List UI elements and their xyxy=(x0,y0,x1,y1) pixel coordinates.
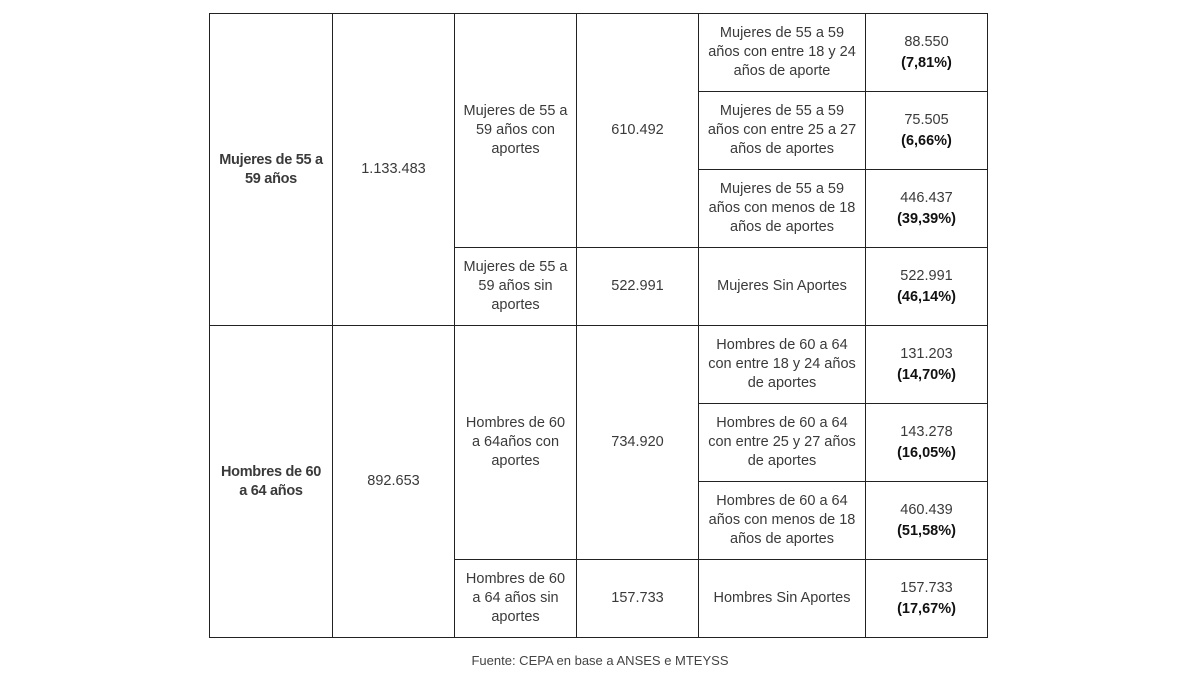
women-detail-cell xyxy=(866,14,988,92)
women-group-label: Mujeres de 55 a 59 años xyxy=(210,14,333,326)
men-detail-label: Hombres de 60 a 64 con entre 18 y 24 años de aportes xyxy=(699,326,866,404)
women-detail-label: Mujeres de 55 a 59 años con entre 25 a 27 años de aportes xyxy=(699,92,866,170)
men-detail-label: Hombres de 60 a 64 años con menos de 18 años de aportes xyxy=(699,482,866,560)
detail-value: 143.278 xyxy=(900,423,953,440)
detail-value: 446.437 xyxy=(900,189,953,206)
women-detail-cell xyxy=(866,170,988,248)
men-group-label: Hombres de 60 a 64 años xyxy=(210,326,333,638)
detail-value: 75.505 xyxy=(904,111,949,128)
detail-value: 522.991 xyxy=(900,267,953,284)
men-without-contrib-label: Hombres de 60 a 64 años sin aportes xyxy=(455,560,577,638)
table-row xyxy=(210,326,988,404)
men-total: 892.653 xyxy=(333,326,455,638)
men-detail-cell xyxy=(866,404,988,482)
detail-percentage: (51,58%) xyxy=(897,522,956,539)
men-detail-cell xyxy=(866,482,988,560)
detail-percentage: (17,67%) xyxy=(897,600,956,617)
detail-percentage: (14,70%) xyxy=(897,366,956,383)
men-no-contrib-detail-label: Hombres Sin Aportes xyxy=(699,560,866,638)
detail-percentage: (7,81%) xyxy=(901,54,952,71)
detail-value: 131.203 xyxy=(900,345,953,362)
men-without-contrib-value: 157.733 xyxy=(577,560,699,638)
women-without-contrib-label: Mujeres de 55 a 59 años sin aportes xyxy=(455,248,577,326)
men-detail-cell xyxy=(866,326,988,404)
detail-value: 88.550 xyxy=(904,33,949,50)
source-caption: Fuente: CEPA en base a ANSES e MTEYSS xyxy=(471,653,729,668)
men-detail-label: Hombres de 60 a 64 con entre 25 y 27 años de aportes xyxy=(699,404,866,482)
women-detail-label: Mujeres de 55 a 59 años con entre 18 y 24 años de aporte xyxy=(699,14,866,92)
men-no-contrib-detail-cell xyxy=(866,560,988,638)
men-with-contrib-value: 734.920 xyxy=(577,326,699,560)
detail-value: 460.439 xyxy=(900,501,953,518)
women-detail-label: Mujeres de 55 a 59 años con menos de 18 años de aportes xyxy=(699,170,866,248)
women-detail-cell xyxy=(866,92,988,170)
contributions-table xyxy=(209,13,988,638)
women-total: 1.133.483 xyxy=(333,14,455,326)
women-with-contrib-value: 610.492 xyxy=(577,14,699,248)
women-no-contrib-detail-label: Mujeres Sin Aportes xyxy=(699,248,866,326)
detail-percentage: (16,05%) xyxy=(897,444,956,461)
women-without-contrib-value: 522.991 xyxy=(577,248,699,326)
detail-value: 157.733 xyxy=(900,579,953,596)
detail-percentage: (39,39%) xyxy=(897,210,956,227)
women-no-contrib-detail-cell xyxy=(866,248,988,326)
women-with-contrib-label: Mujeres de 55 a 59 años con aportes xyxy=(455,14,577,248)
detail-percentage: (46,14%) xyxy=(897,288,956,305)
detail-percentage: (6,66%) xyxy=(901,132,952,149)
men-with-contrib-label: Hombres de 60 a 64años con aportes xyxy=(455,326,577,560)
table-row xyxy=(210,14,988,92)
